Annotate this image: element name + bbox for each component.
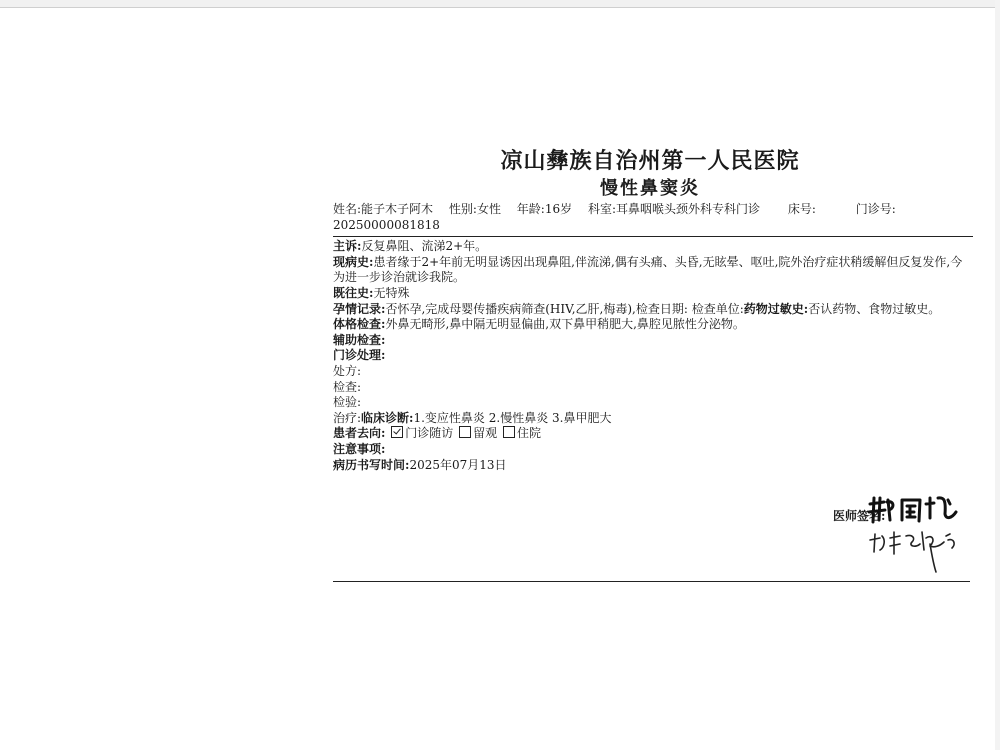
scan-edge-right [995,0,1000,750]
destination-label: 患者去向: [333,426,386,441]
complaint-label: 主诉: [333,239,362,254]
check-label: 检查: [333,379,362,394]
medical-record [333,202,973,473]
prescription-label: 处方: [333,363,362,378]
preg-label: 孕情记录: [333,301,386,316]
diagnosis-label: 临床诊断: [361,410,414,425]
destination-row [333,426,973,442]
past-history [333,286,973,302]
observe-checkbox [459,426,471,438]
allergy-text: 否认药物、食物过敏史。 [808,301,941,316]
patient-info-row [333,202,973,218]
sex-label: 性别: [448,202,477,216]
diagnosis-row [333,411,973,427]
name-label: 姓名: [333,202,362,216]
handwritten-signature [864,488,974,578]
bed-label: 床号: [787,202,816,216]
scan-edge-top [0,0,1000,7]
chief-complaint [333,239,973,255]
record-time-label: 病历书写时间: [333,457,410,472]
complaint-text: 反复鼻阻、流涕2+年。 [361,239,488,254]
patient-dept: 耳鼻咽喉头颈外科专科门诊 [615,202,760,216]
aux-exam-label: 辅助检查: [333,332,386,347]
therapy-label: 治疗: [333,410,362,425]
document-title: 慢性鼻窦炎 [600,178,700,199]
notes-label: 注意事项: [333,441,386,456]
present-label: 现病史: [333,254,374,269]
preg-text: 否怀孕,完成母婴传播疾病筛查(HIV,乙肝,梅毒),检查日期: 检查单位: [385,301,744,316]
scan-edge-line [0,7,1000,8]
physical-exam [333,317,973,333]
age-label: 年龄: [516,202,545,216]
exam-text: 外鼻无畸形,鼻中隔无明显偏曲,双下鼻甲稍肥大,鼻腔见脓性分泌物。 [385,317,745,332]
patient-sex: 女性 [476,202,501,216]
exam-label: 体格检查: [333,317,386,332]
diagnosis-text: 1.变应性鼻炎 2.慢性鼻炎 3.鼻甲肥大 [413,410,612,425]
admit-checkbox [503,426,515,438]
admit-label: 住院 [516,426,541,441]
header-divider [333,236,973,237]
present-illness [333,255,973,286]
signature-label: 医师签名: [833,509,886,523]
past-label: 既往史: [333,285,374,300]
dept-label: 科室: [587,202,616,216]
present-text: 患者缘于2+年前无明显诱因出现鼻阻,伴流涕,偶有头痛、头昏,无眩晕、呕吐,院外治疗症状稍缓解但反复发作,今为进一步诊治就诊我院。 [333,254,963,285]
treatment-label: 门诊处理: [333,348,386,363]
followup-checkbox [391,426,403,438]
allergy-label: 药物过敏史: [743,301,809,316]
observe-label: 留观 [473,426,498,441]
hospital-name: 凉山彝族自治州第一人民医院 [500,148,800,174]
record-time: 2025年07月13日 [409,457,507,472]
patient-name: 能子木子阿木 [361,202,434,216]
bottom-divider [333,581,970,582]
patient-age: 16岁 [544,202,573,216]
past-text: 无特殊 [373,285,410,300]
clinic-number: 20250000081818 [333,217,440,232]
lab-label: 检验: [333,395,362,410]
pregnancy-record [333,302,973,318]
followup-label: 门诊随访 [405,426,454,441]
record-time-row [333,458,973,474]
clinic-no-label: 门诊号: [855,202,896,216]
